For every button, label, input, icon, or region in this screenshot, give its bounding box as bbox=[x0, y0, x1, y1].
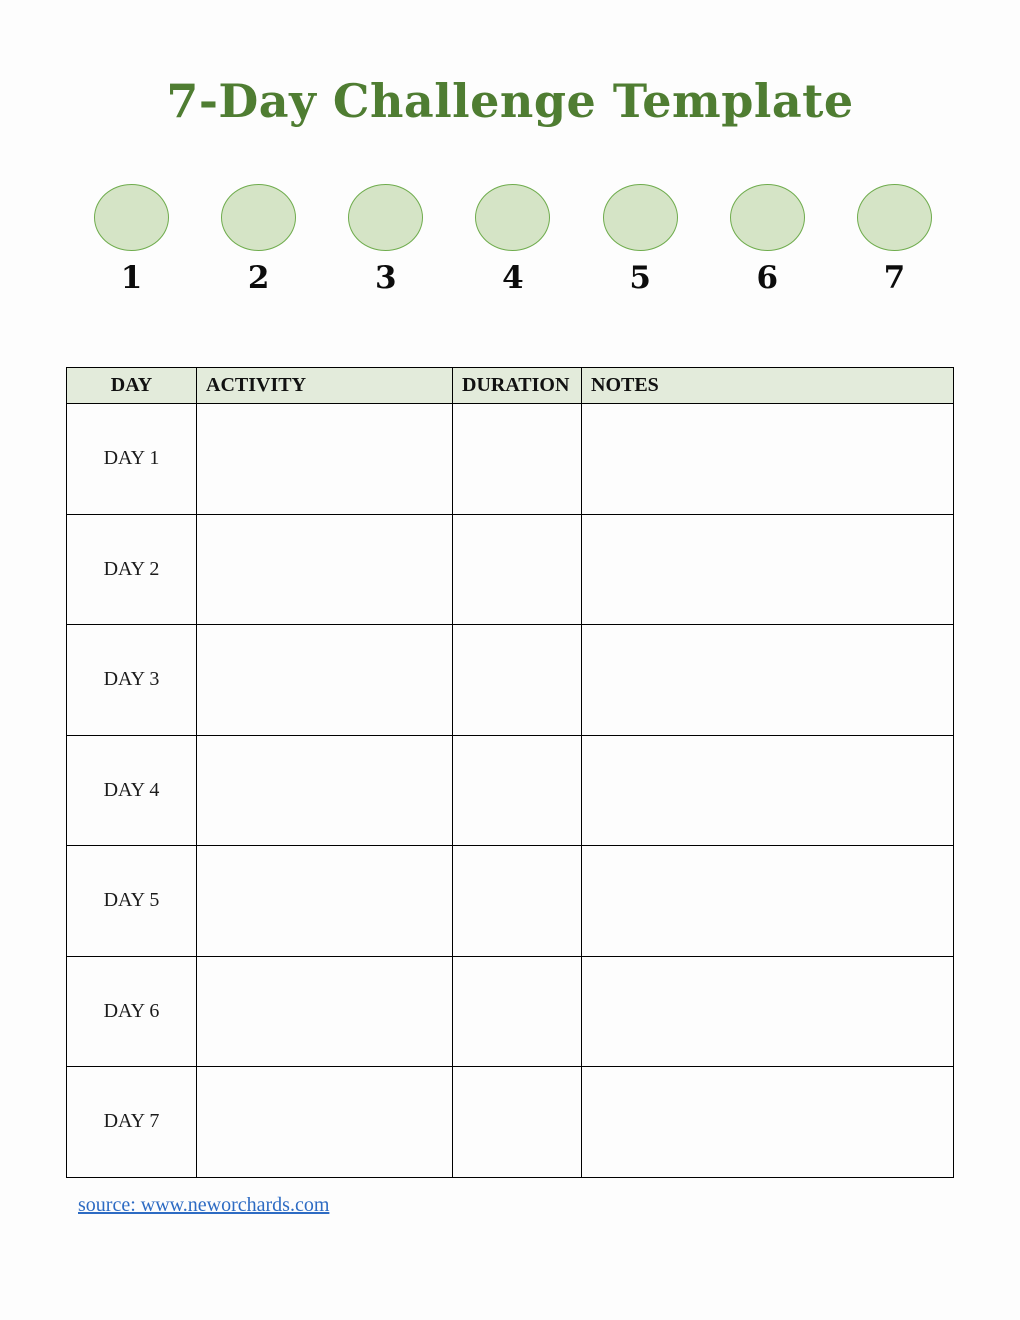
activity-cell bbox=[197, 846, 453, 957]
day-tracker-item bbox=[730, 184, 805, 294]
day-tracker-item bbox=[221, 184, 296, 294]
activity-cell bbox=[197, 514, 453, 625]
notes-cell bbox=[582, 404, 954, 515]
day-circle-number: 2 bbox=[247, 260, 270, 296]
page-title: 7-Day Challenge Template bbox=[166, 74, 854, 128]
header-notes: NOTES bbox=[582, 368, 954, 404]
notes-cell bbox=[582, 625, 954, 736]
day-label-cell: DAY 3 bbox=[67, 625, 197, 736]
day-circle bbox=[348, 184, 423, 251]
duration-cell bbox=[453, 1067, 582, 1178]
duration-cell bbox=[453, 956, 582, 1067]
day-label-cell: DAY 6 bbox=[67, 956, 197, 1067]
table-row bbox=[67, 1067, 954, 1178]
day-label-cell: DAY 1 bbox=[67, 404, 197, 515]
challenge-table bbox=[66, 367, 954, 1178]
activity-cell bbox=[197, 625, 453, 736]
header-duration: DURATION bbox=[453, 368, 582, 404]
duration-cell bbox=[453, 846, 582, 957]
duration-cell bbox=[453, 625, 582, 736]
day-label-cell: DAY 5 bbox=[67, 846, 197, 957]
day-label-cell: DAY 7 bbox=[67, 1067, 197, 1178]
day-label-cell: DAY 4 bbox=[67, 735, 197, 846]
table-row bbox=[67, 735, 954, 846]
activity-cell bbox=[197, 735, 453, 846]
day-circle-number: 1 bbox=[120, 260, 143, 296]
notes-cell bbox=[582, 956, 954, 1067]
day-tracker-item bbox=[603, 184, 678, 294]
notes-cell bbox=[582, 514, 954, 625]
notes-cell bbox=[582, 1067, 954, 1178]
table-row bbox=[67, 404, 954, 515]
notes-cell bbox=[582, 846, 954, 957]
activity-cell bbox=[197, 404, 453, 515]
day-circle-number: 7 bbox=[883, 260, 906, 296]
day-tracker-row bbox=[94, 184, 932, 294]
activity-cell bbox=[197, 1067, 453, 1178]
duration-cell bbox=[453, 404, 582, 515]
duration-cell bbox=[453, 735, 582, 846]
duration-cell bbox=[453, 514, 582, 625]
day-circle bbox=[221, 184, 296, 251]
footer-source bbox=[78, 1194, 329, 1217]
activity-cell bbox=[197, 956, 453, 1067]
table-row bbox=[67, 514, 954, 625]
day-circle bbox=[857, 184, 932, 251]
table-row bbox=[67, 846, 954, 957]
day-circle bbox=[94, 184, 169, 251]
header-activity: ACTIVITY bbox=[197, 368, 453, 404]
notes-cell bbox=[582, 735, 954, 846]
day-circle bbox=[730, 184, 805, 251]
day-circle bbox=[475, 184, 550, 251]
day-circle-number: 6 bbox=[756, 260, 779, 296]
day-circle-number: 4 bbox=[502, 260, 524, 296]
day-tracker-item bbox=[348, 184, 423, 294]
day-tracker-item bbox=[94, 184, 169, 294]
source-link[interactable]: source: www.neworchards.com bbox=[78, 1194, 330, 1216]
table-header-row bbox=[67, 368, 954, 404]
table-row bbox=[67, 625, 954, 736]
day-label-cell: DAY 2 bbox=[67, 514, 197, 625]
day-tracker-item bbox=[475, 184, 550, 294]
day-tracker-item bbox=[857, 184, 932, 294]
header-day: DAY bbox=[67, 368, 197, 404]
day-circle-number: 3 bbox=[375, 260, 397, 296]
day-circle bbox=[603, 184, 678, 251]
day-circle-number: 5 bbox=[629, 260, 651, 296]
table-row bbox=[67, 956, 954, 1067]
